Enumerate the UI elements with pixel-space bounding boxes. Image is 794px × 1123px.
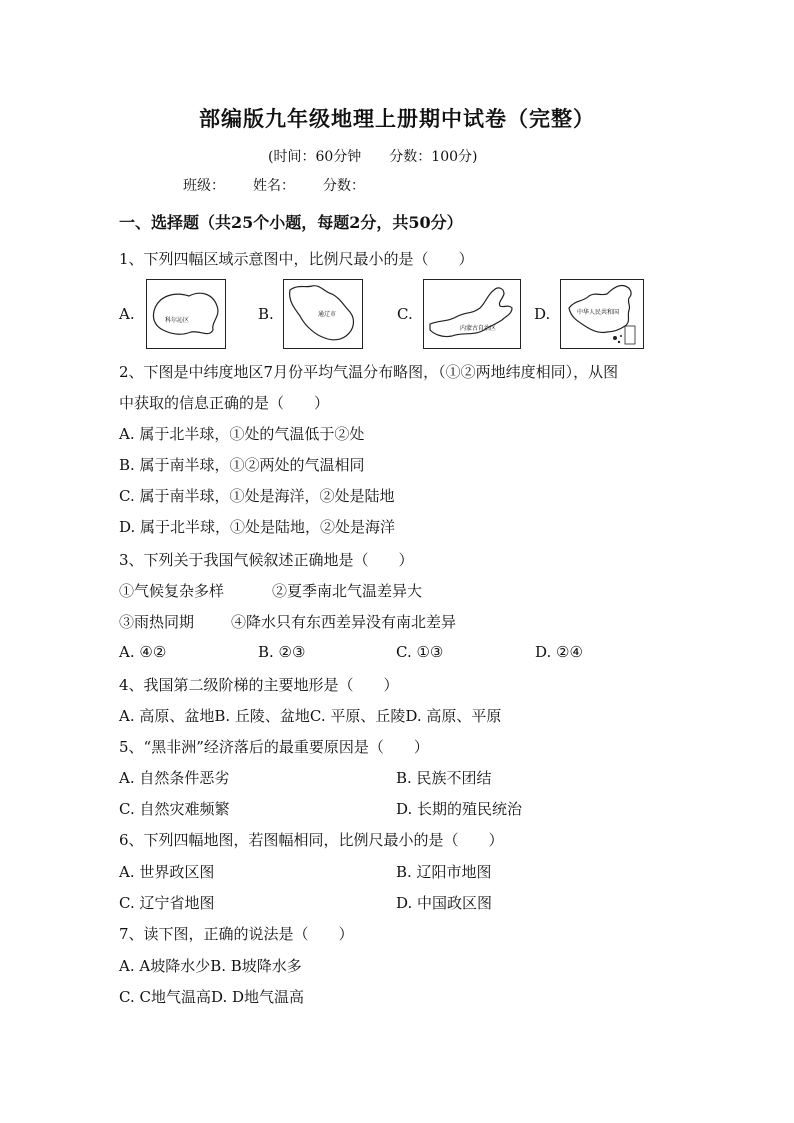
question-6-option-a: A. 世界政区图 [119,863,215,881]
question-3-option-c: C. ①③ [396,643,444,661]
question-5-option-d: D. 长期的殖民统治 [396,800,523,818]
question-7-options-line-1: A. A坡降水少B. B坡降水多 [119,957,302,975]
exam-total-score: 分数：100分) [389,149,478,165]
map-a-text: 科尔沁区 [165,317,190,324]
question-6-stem: 6、下列四幅地图，若图幅相同，比例尺最小的是（ ） [119,831,504,849]
map-d-text: 中华人民共和国 [577,309,620,316]
name-label: 姓名： [253,178,295,194]
map-a-image [146,279,226,349]
map-b-image [283,279,363,349]
question-2-option-d: D. 属于北半球，①处是陆地，②处是海洋 [119,518,396,536]
exam-time: (时间：60分钟 [268,149,362,165]
question-2-stem-line-1: 2、下图是中纬度地区7月份平均气温分布略图，（①②两地纬度相同），从图 [119,363,619,381]
question-1-maps [119,279,679,351]
question-3-item-1: ①气候复杂多样 [119,582,225,600]
question-4-stem: 4、我国第二级阶梯的主要地形是（ ） [119,676,399,694]
map-b-label: B. [258,305,274,323]
question-6-option-c: C. 辽宁省地图 [119,894,215,912]
question-7-stem: 7、读下图，正确的说法是（ ） [119,925,354,943]
question-3-option-b: B. ②③ [258,643,306,661]
question-5-option-a: A. 自然条件恶劣 [119,769,230,787]
question-5-option-b: B. 民族不团结 [396,769,492,787]
question-2-option-a: A. 属于北半球，①处的气温低于②处 [119,425,365,443]
map-d-label: D. [534,305,551,323]
question-2-stem-line-2: 中获取的信息正确的是（ ） [119,394,330,412]
question-5-stem: 5、“黑非洲”经济落后的最重要原因是（ ） [119,738,429,756]
score-label: 分数： [323,178,365,194]
exam-meta [268,146,505,166]
map-c-text: 内蒙古自治区 [460,325,497,332]
map-c-label: C. [397,305,413,323]
question-5-option-c: C. 自然灾难频繁 [119,800,230,818]
question-6-option-b: B. 辽阳市地图 [396,863,492,881]
question-6-option-d: D. 中国政区图 [396,894,493,912]
class-label: 班级： [183,178,225,194]
question-3-option-a: A. ④② [119,643,167,661]
question-3-stem: 3、下列关于我国气候叙述正确地是（ ） [119,551,414,569]
student-info [183,175,393,195]
question-1-stem: 1、下列四幅区域示意图中，比例尺最小的是（ ） [119,250,474,268]
question-2-option-c: C. 属于南半球，①处是海洋，②处是陆地 [119,487,395,505]
section-heading: 一、选择题（共25个小题，每题2分，共50分） [119,213,463,232]
map-c-image [423,279,521,349]
map-d-image [560,279,644,349]
question-3-item-4: ④降水只有东西差异没有南北差异 [231,613,457,631]
map-b-text: 通辽市 [318,311,337,318]
page-title: 部编版九年级地理上册期中试卷（完整） [199,106,595,131]
question-7-options-line-2: C. C地气温高D. D地气温高 [119,988,305,1006]
question-2-option-b: B. 属于南半球，①②两处的气温相同 [119,456,365,474]
question-3-item-2: ②夏季南北气温差异大 [272,582,423,600]
question-3-option-d: D. ②④ [535,643,583,661]
question-4-options: A. 高原、盆地B. 丘陵、盆地C. 平原、丘陵D. 高原、平原 [119,707,502,725]
map-a-label: A. [119,305,135,323]
question-3-item-3: ③雨热同期 [119,613,195,631]
